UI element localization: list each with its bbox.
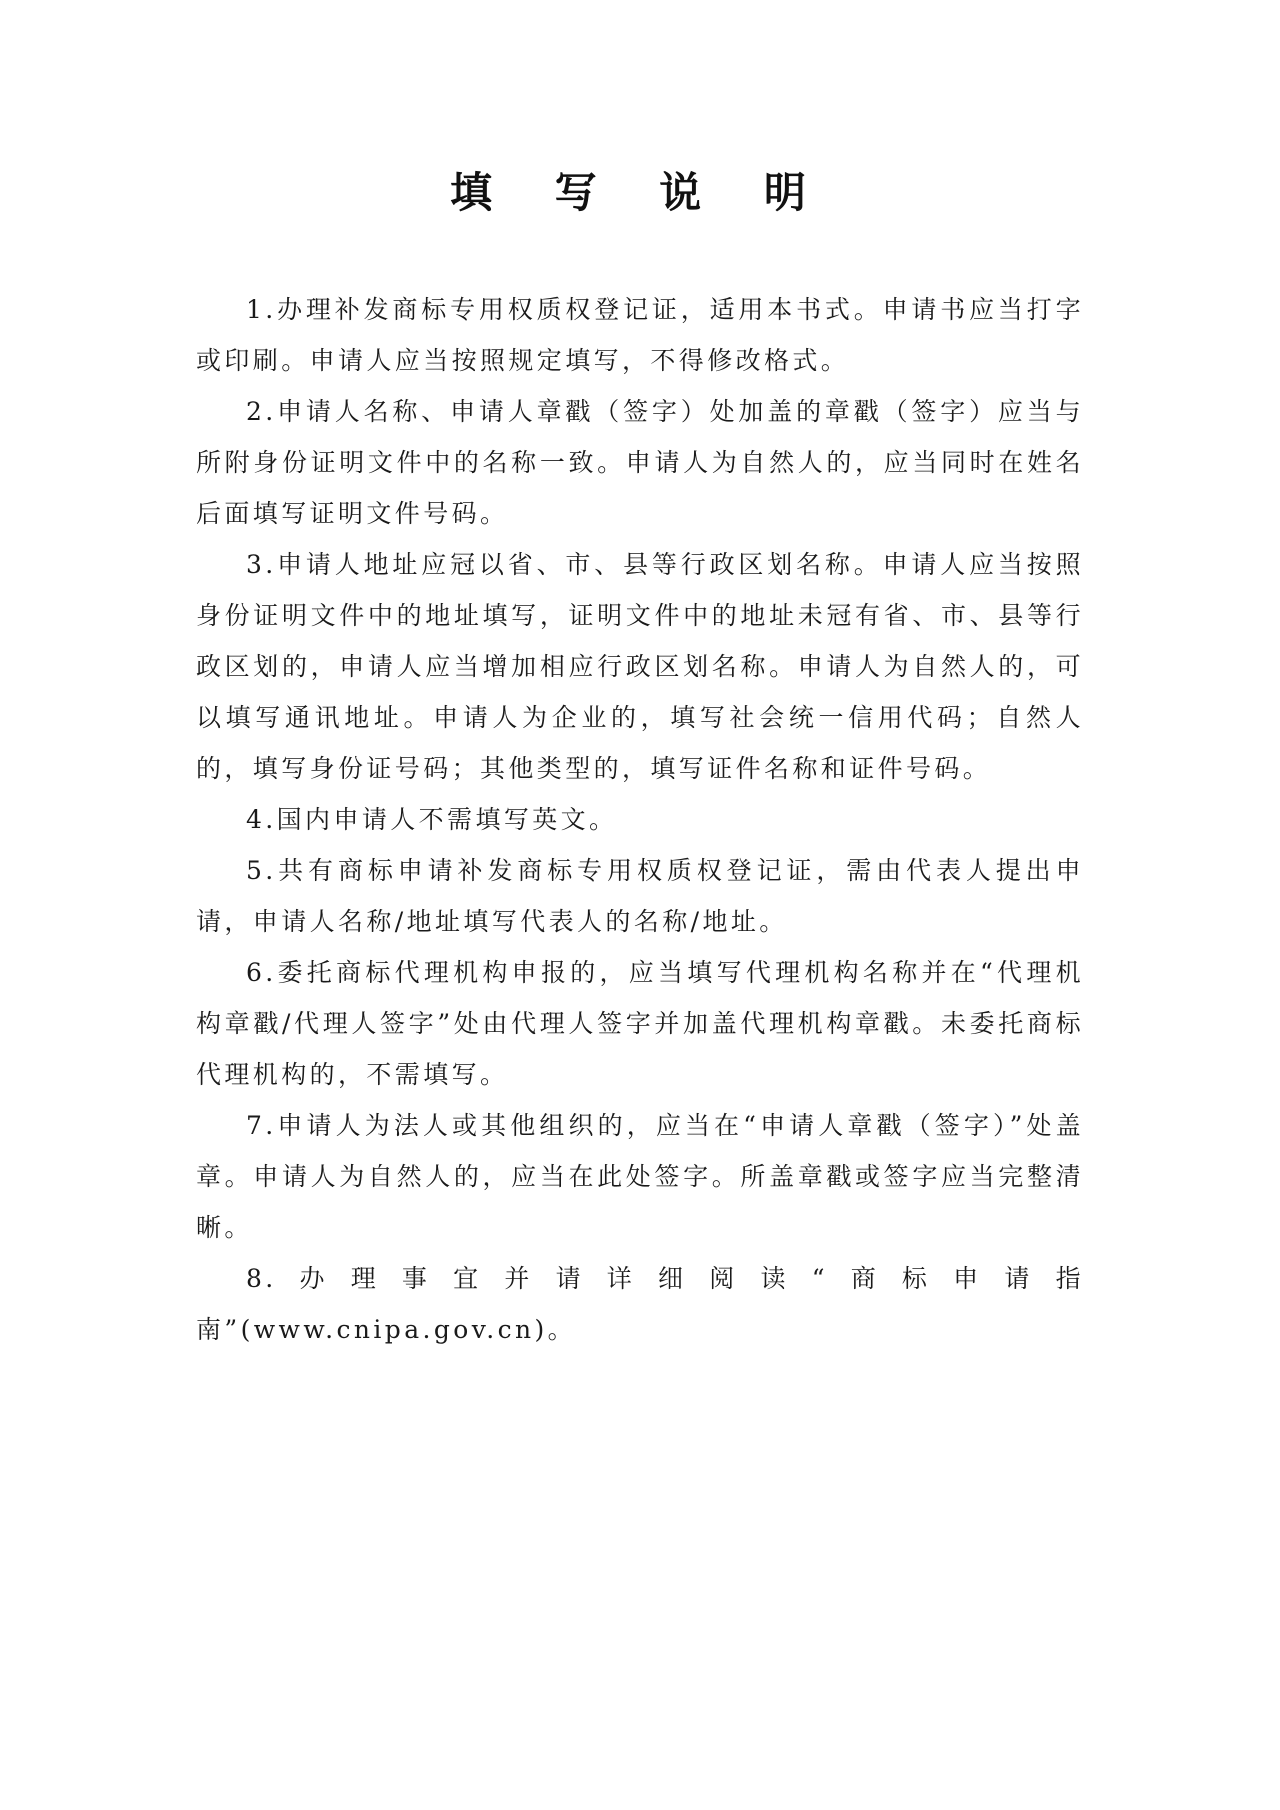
instruction-item-4: 4.国内申请人不需填写英文。	[246, 805, 618, 834]
instruction-item-5: 5.共有商标申请补发商标专用权质权登记证，需由代表人提出申请，申请人名称/地址填写代表人的名称/地址。	[196, 856, 1084, 936]
instruction-item-3: 3.申请人地址应冠以省、市、县等行政区划名称。申请人应当按照身份证明文件中的地址填写，证明文件中的地址未冠有省、市、县等行政区划的，申请人应当增加相应行政区划名称。申请人为自然人的，可以填写通讯地址。申请人为企业的，填写社会统一信用代码；自然人的，填写身份证号码；其他类型的，填写证件名称和证件号码。	[196, 550, 1084, 783]
instruction-item-1: 1.办理补发商标专用权质权登记证，适用本书式。申请书应当打字或印刷。申请人应当按照规定填写，不得修改格式。	[196, 295, 1084, 375]
instruction-item-2: 2.申请人名称、申请人章戳（签字）处加盖的章戳（签字）应当与所附身份证明文件中的名称一致。申请人为自然人的，应当同时在姓名后面填写证明文件号码。	[196, 397, 1084, 528]
instruction-item-7: 7.申请人为法人或其他组织的，应当在“申请人章戳（签字）”处盖章。申请人为自然人的，应当在此处签字。所盖章戳或签字应当完整清晰。	[196, 1111, 1084, 1242]
instruction-item-6: 6.委托商标代理机构申报的，应当填写代理机构名称并在“代理机构章戳/代理人签字”处由代理人签字并加盖代理机构章戳。未委托商标代理机构的，不需填写。	[196, 958, 1084, 1089]
instructions-list	[196, 284, 1084, 1355]
instruction-item-8: 8.办理事宜并请详细阅读“商标申请指南”(www.cnipa.gov.cn)。	[196, 1264, 1084, 1344]
page-title: 填 写 说 明	[450, 168, 830, 217]
